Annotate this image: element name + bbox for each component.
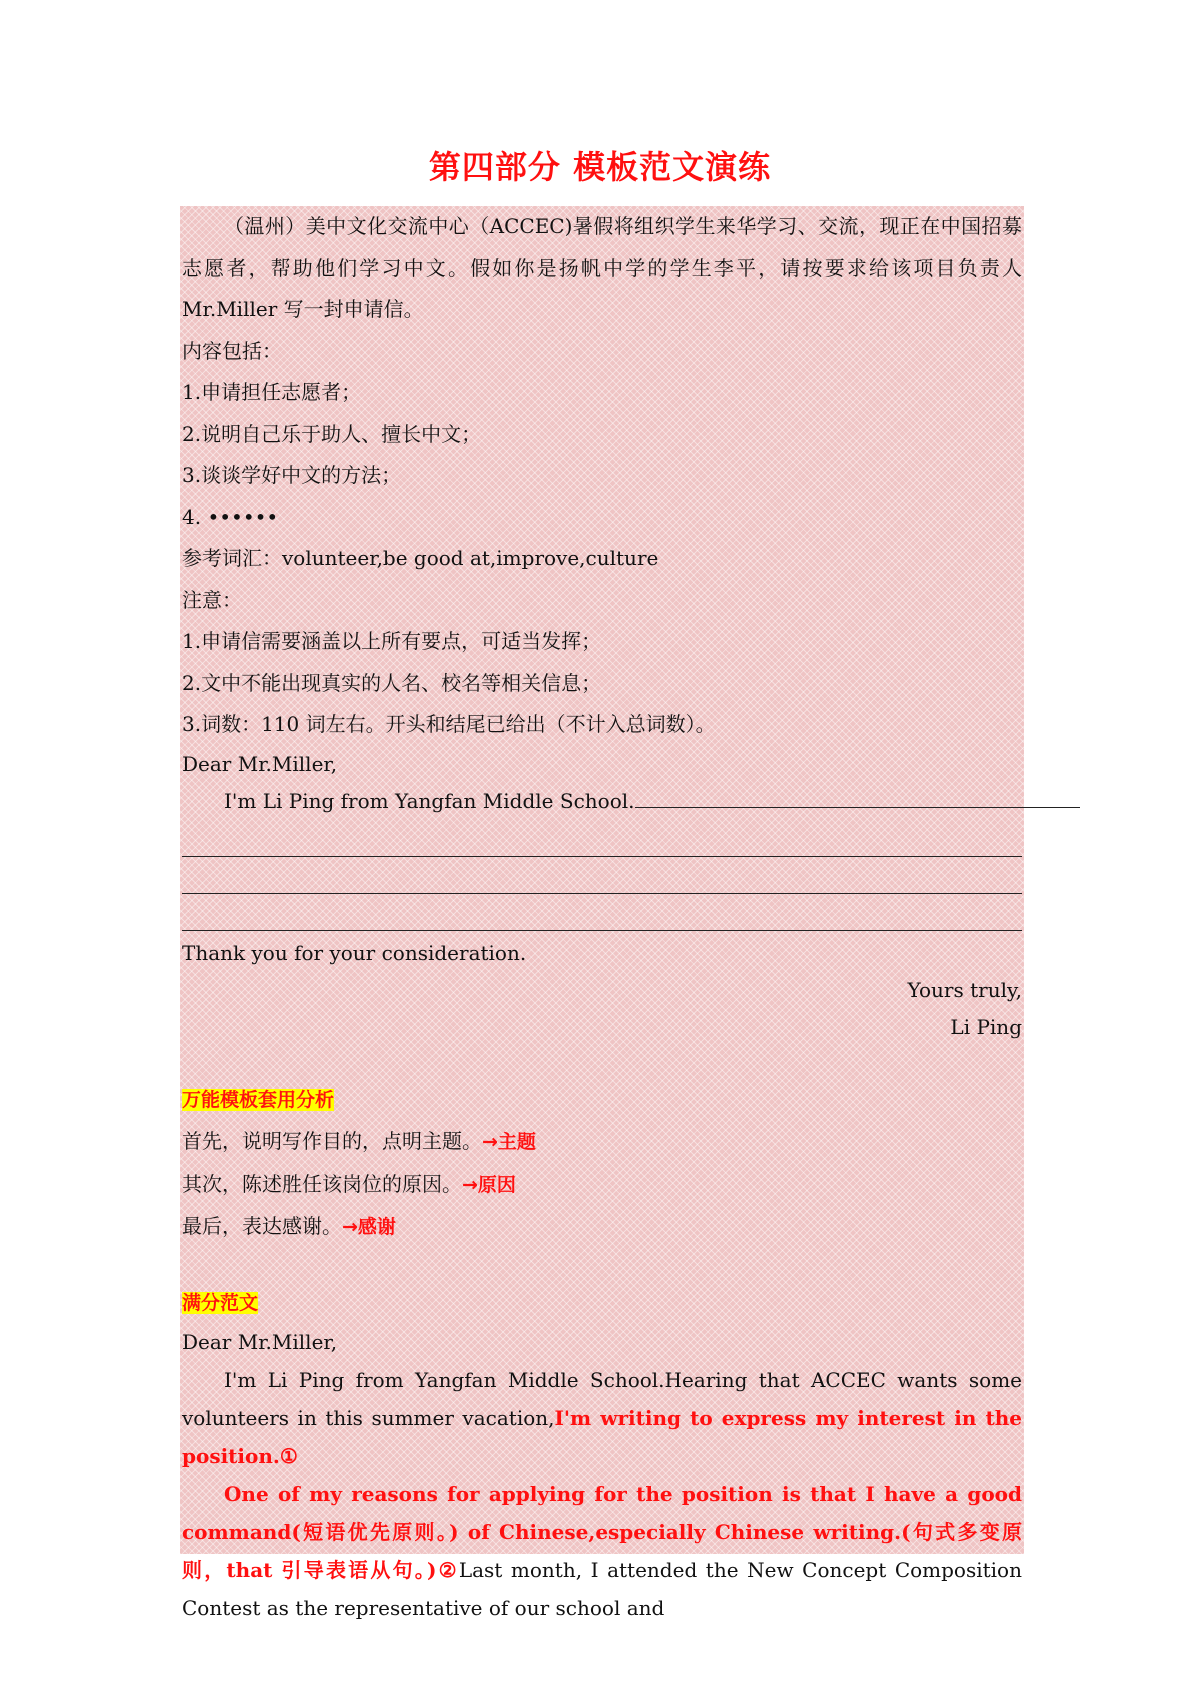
content-item: 4. •••••• <box>182 504 279 529</box>
template-signoff: Yours truly, <box>907 977 1022 1002</box>
content-item: 1.申请担任志愿者； <box>182 380 362 404</box>
vocab-line: 参考词汇：volunteer,be good at,improve,culture <box>182 546 659 570</box>
note-item: 2.文中不能出现真实的人名、校名等相关信息； <box>182 670 602 695</box>
content-heading: 内容包括： <box>182 338 282 363</box>
analysis-text: 其次，陈述胜任该岗位的原因。 <box>182 1171 462 1196</box>
essay-heading: 满分范文 <box>182 1291 259 1314</box>
essay-paragraph-2 <box>182 1475 1022 1627</box>
analysis-text: 最后，表达感谢。 <box>182 1214 342 1238</box>
answer-blank <box>635 806 1080 808</box>
analysis-heading: 万能模板套用分析 <box>182 1088 335 1111</box>
analysis-heading-line <box>182 1079 1022 1122</box>
content-item: 2.说明自己乐于助人、擅长中文； <box>182 421 482 446</box>
essay-p2-highlight-a: One of my reasons for applying for the position is that I have a good command <box>182 1482 1022 1544</box>
note-item: 1.申请信需要涵盖以上所有要点，可适当发挥； <box>182 629 602 653</box>
analysis-tag: →主题 <box>482 1131 536 1153</box>
essay-heading-line <box>182 1282 1022 1325</box>
essay-p2-text: Last month, I attended the New Concept Composition Contest as the representative of our school and <box>182 1558 1022 1620</box>
spacer <box>182 1249 1022 1282</box>
template-opening: I'm Li Ping from Yangfan Middle School. <box>224 788 635 813</box>
answer-line <box>182 893 1022 894</box>
template-opening-line <box>182 783 1022 820</box>
analysis-tag: →感谢 <box>342 1216 396 1238</box>
template-salutation: Dear Mr.Miller, <box>182 751 338 776</box>
essay-p1-highlight: I'm writing to express my interest in the position.① <box>182 1406 1022 1468</box>
essay-p1-text: I'm Li Ping from Yangfan Middle School.Hearing that ACCEC wants some volunteers in this summer vacation, <box>182 1368 1022 1430</box>
essay-salutation: Dear Mr.Miller, <box>182 1330 338 1354</box>
answer-lines <box>182 856 1022 931</box>
analysis-item <box>182 1164 1022 1207</box>
template-closing: Thank you for your consideration. <box>182 940 527 965</box>
answer-line <box>182 856 1022 857</box>
exercise-panel <box>180 206 1024 1620</box>
prompt-intro: （温州）美中文化交流中心（ACCEC)暑假将组织学生来华学习、交流，现正在中国招募志愿者，帮助他们学习中文。假如你是扬帆中学的学生李平，请按要求给该项目负责人Mr.Miller 写一封申请信。 <box>182 214 1022 321</box>
template-signature: Li Ping <box>950 1014 1022 1039</box>
spacer <box>182 1046 1022 1079</box>
analysis-item <box>182 1121 1022 1164</box>
essay-p2-note-1: (短语优先原则。) <box>291 1520 459 1544</box>
essay-p2-highlight-b: of Chinese,especially Chinese writing. <box>458 1520 902 1544</box>
note-item: 3.词数：110 词左右。开头和结尾已给出（不计入总词数）。 <box>182 712 716 736</box>
analysis-item <box>182 1206 1022 1249</box>
notes-heading: 注意： <box>182 587 242 612</box>
essay-paragraph-1 <box>182 1361 1022 1475</box>
analysis-tag: →原因 <box>462 1173 516 1196</box>
content-item: 3.谈谈学好中文的方法； <box>182 463 402 487</box>
analysis-text: 首先，说明写作目的，点明主题。 <box>182 1129 482 1153</box>
page-title: 第四部分 模板范文演练 <box>428 148 772 186</box>
panel-content <box>182 206 1022 1627</box>
essay-p2-note-2: (句式多变原则，that 引导表语从句。)② <box>182 1520 1022 1582</box>
answer-line <box>182 930 1022 931</box>
